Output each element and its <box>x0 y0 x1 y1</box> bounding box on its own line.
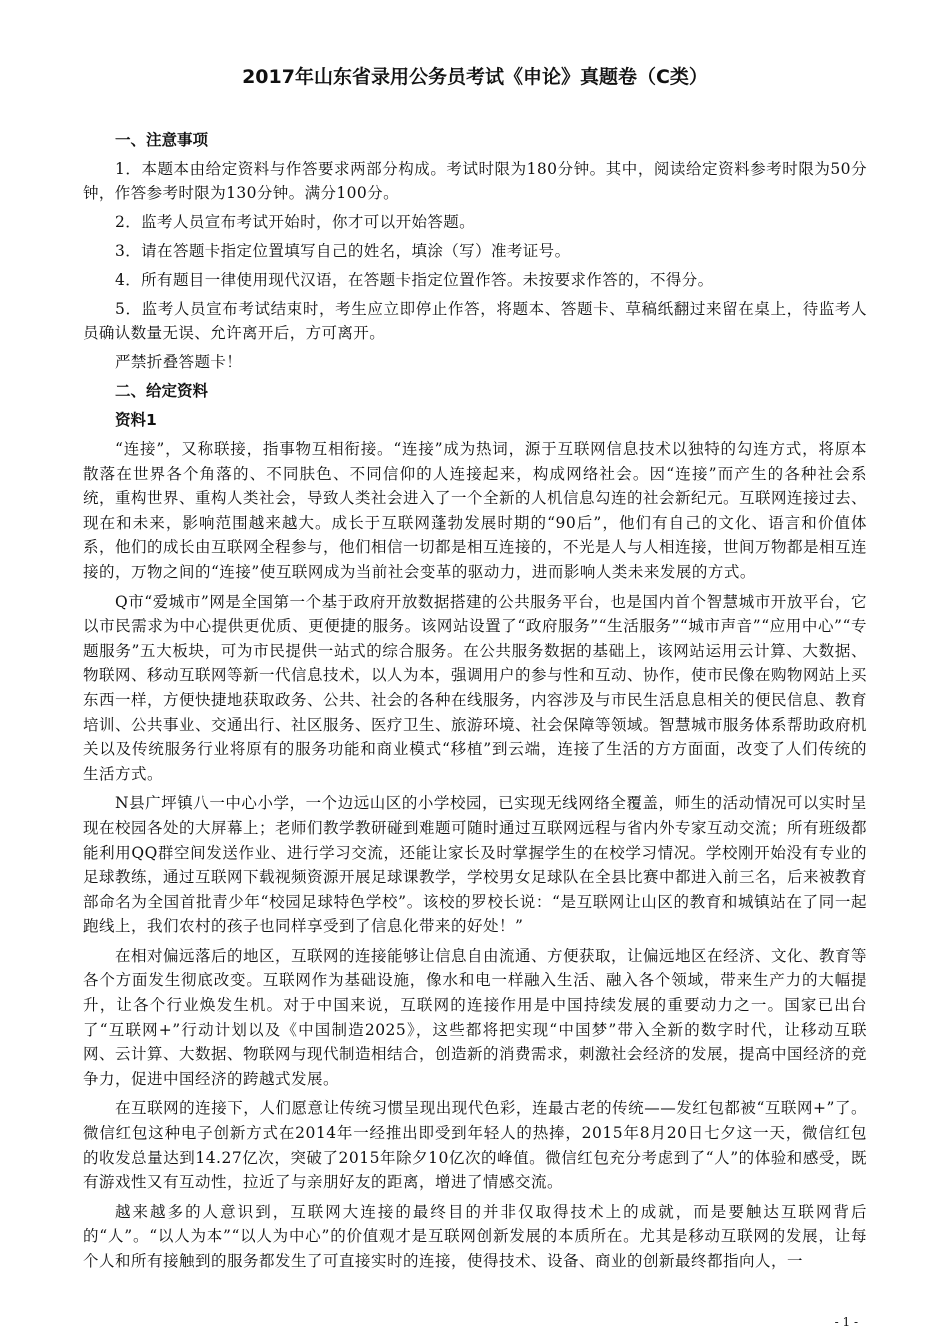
notice-item-3: 3．请在答题卡指定位置填写自己的姓名，填涂（写）准考证号。 <box>115 242 571 260</box>
material-paragraph-5: 在互联网的连接下，人们愿意让传统习惯呈现出现代色彩，连最古老的传统——发红包都被“互联网+”了。微信红包这种电子创新方式在2014年一经推出即受到年轻人的热捧，2015年8月20日七夕这一天，微信红包的收发总量达到14.27亿次，突破了2015年除夕10亿次的峰值。微信红包充分考虑到了“人”的体验和感受，既有游戏性又有互动性，拉近了与亲朋好友的距离，增进了情感交流。 <box>83 1099 867 1192</box>
notice-item-2: 2．监考人员宣布考试开始时，你才可以开始答题。 <box>115 213 476 231</box>
page-number: - 1 - <box>834 1315 858 1329</box>
section-heading-materials: 二、给定资料 <box>115 382 209 400</box>
material-paragraph-2: Q市“爱城市”网是全国第一个基于政府开放数据搭建的公共服务平台，也是国内首个智慧城市开放平台，它以市民需求为中心提供更优质、更便捷的服务。该网站设置了“政府服务”“生活服务”“城市声音”“应用中心”“专题服务”五大板块，可为市民提供一站式的综合服务。在公共服务数据的基础上，该网站运用云计算、大数据、物联网、移动互联网等新一代信息技术，以人为本，强调用户的参与性和互动、协作，使市民像在购物网站上买东西一样，方便快捷地获取政务、公共、社会的各种在线服务，内容涉及与市民生活息息相关的便民信息、教育培训、公共事业、交通出行、社区服务、医疗卫生、旅游环境、社会保障等领域。智慧城市服务体系帮助政府机关以及传统服务行业将原有的服务功能和商业模式“移植”到云端，连接了生活的方方面面，改变了人们传统的生活方式。 <box>83 592 868 783</box>
section-heading-notice: 一、注意事项 <box>115 131 209 149</box>
notice-warning: 严禁折叠答题卡！ <box>115 353 243 371</box>
document-body <box>83 128 867 1279</box>
notice-item-4: 4．所有题目一律使用现代汉语，在答题卡指定位置作答。未按要求作答的，不得分。 <box>115 271 714 289</box>
material-label: 资料1 <box>115 411 157 429</box>
material-paragraph-3: N县广坪镇八一中心小学，一个边远山区的小学校园，已实现无线网络全覆盖，师生的活动情况可以实时呈现在校园各处的大屏幕上；老师们教学教研碰到难题可随时通过互联网远程与省内外专家互动交流；所有班级都能利用QQ群空间发送作业、进行学习交流，还能让家长及时掌握学生的在校学习情况。学校刚开始没有专业的足球教练，通过互联网下载视频资源开展足球课教学，学校男女足球队在全县比赛中都进入前三名，后来被教育部命名为全国首批青少年“校园足球特色学校”。该校的罗校长说：“是互联网让山区的教育和城镇站在了同一起跑线上，我们农村的孩子也同样享受到了信息化带来的好处！” <box>83 794 868 936</box>
material-paragraph-6: 越来越多的人意识到，互联网大连接的最终目的并非仅取得技术上的成就，而是要触达互联网背后的“人”。“以人为本”“以人为中心”的价值观才是互联网创新发展的本质所在。尤其是移动互联网的发展，让每个人和所有接触到的服务都发生了可直接实时的连接，使得技术、设备、商业的创新最终都指向人，一 <box>83 1202 867 1270</box>
notice-item-1: 1．本题本由给定资料与作答要求两部分构成。考试时限为180分钟。其中，阅读给定资料参考时限为50分钟，作答参考时限为130分钟。满分100分。 <box>83 160 867 202</box>
material-paragraph-4: 在相对偏远落后的地区，互联网的连接能够让信息自由流通、方便获取，让偏远地区在经济、文化、教育等各个方面发生彻底改变。互联网作为基础设施，像水和电一样融入生活、融入各个领域，带来生产力的大幅提升，让各个行业焕发生机。对于中国来说，互联网的连接作用是中国持续发展的重要动力之一。国家已出台了“互联网+”行动计划以及《中国制造2025》，这些都将把实现“中国梦”带入全新的数字时代，让移动互联网、云计算、大数据、物联网与现代制造相结合，创造新的消费需求，刺激社会经济的发展，提高中国经济的竞争力，促进中国经济的跨越式发展。 <box>83 946 868 1088</box>
notice-item-5: 5．监考人员宣布考试结束时，考生应立即停止作答，将题本、答题卡、草稿纸翻过来留在桌上，待监考人员确认数量无误、允许离开后，方可离开。 <box>83 300 867 342</box>
page-title: 2017年山东省录用公务员考试《申论》真题卷（C类） <box>242 66 708 88</box>
material-paragraph-1: “连接”，又称联接，指事物互相衔接。“连接”成为热词，源于互联网信息技术以独特的勾连方式，将原本散落在世界各个角落的、不同肤色、不同信仰的人连接起来，构成网络社会。因“连接”而产生的各种社会系统，重构世界、重构人类社会，导致人类社会进入了一个全新的人机信息勾连的社会新纪元。互联网连接过去、现在和未来，影响范围越来越大。成长于互联网蓬勃发展时期的“90后”，他们有自己的文化、语言和价值体系，他们的成长由互联网全程参与，他们相信一切都是相互连接的，不光是人与人相连接，世间万物都是相互连接的，万物之间的“连接”使互联网成为当前社会变革的驱动力，进而影响人类未来发展的方式。 <box>83 440 868 581</box>
